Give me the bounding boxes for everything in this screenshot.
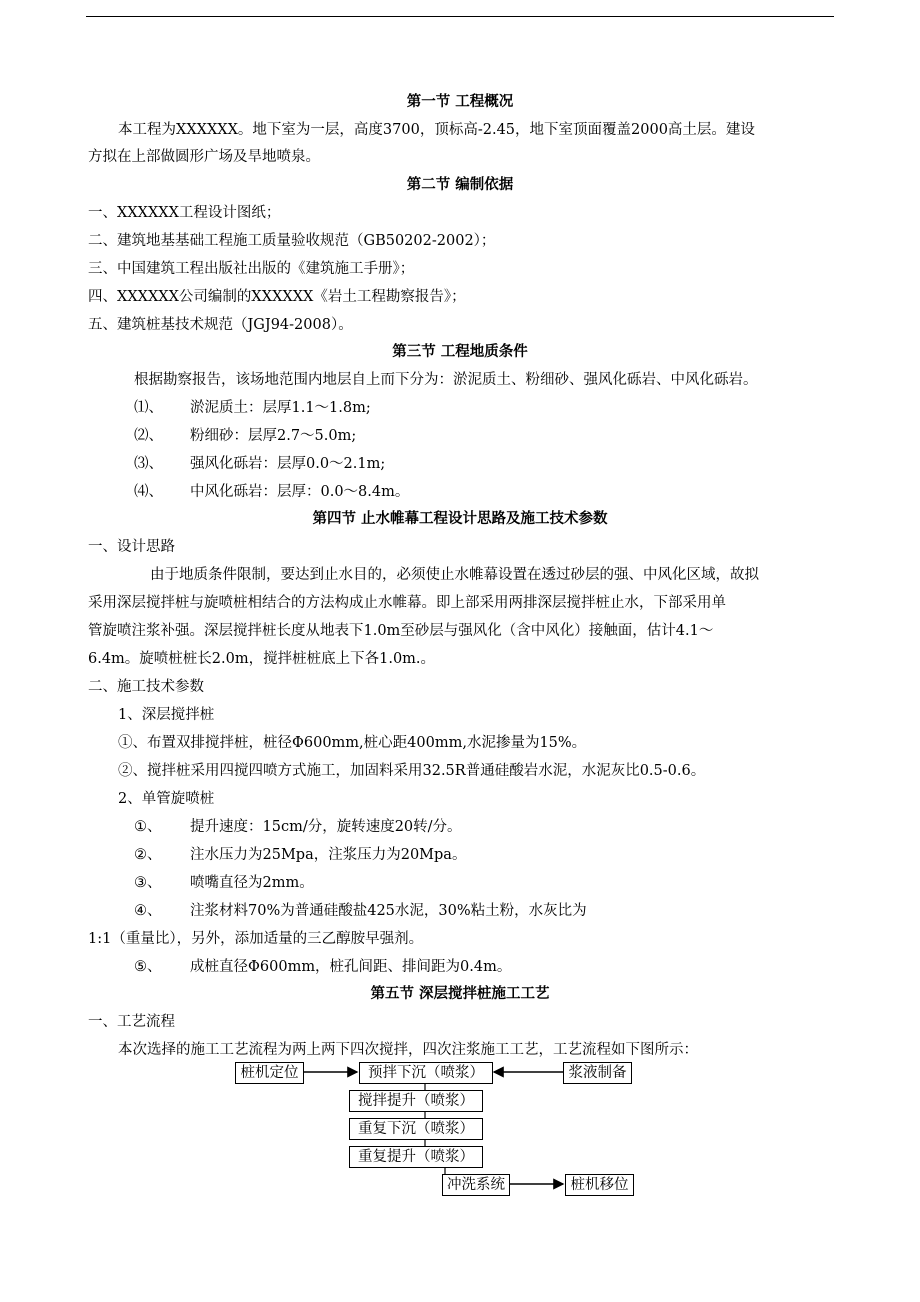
layer-number: ⑶、: [134, 456, 163, 472]
process-intro: 本次选择的施工工艺流程为两上两下四次搅拌，四次注浆施工工艺，工艺流程如下图所示：: [118, 1042, 698, 1058]
layer-text: 中风化砾岩：层厚：0.0～8.4m。: [190, 484, 410, 500]
flow-box-mix-lift: 搅拌提升（喷浆）: [349, 1090, 483, 1112]
flow-box-pile-position: 桩机定位: [235, 1062, 304, 1084]
flow-box-repeat-lift: 重复提升（喷浆）: [349, 1146, 483, 1168]
section-5-title: 第五节 深层搅拌桩施工工艺: [370, 986, 550, 1002]
flow-box-pre-sink: 预拌下沉（喷浆）: [359, 1062, 493, 1084]
layer-text: 淤泥质土：层厚1.1～1.8m;: [190, 400, 371, 416]
item-text: 成桩直径Φ600mm，桩孔间距、排间距为0.4m。: [190, 959, 512, 975]
section-1-paragraph-line-1: 本工程为XXXXXX。地下室为一层，高度3700，顶标高-2.45，地下室顶面覆盖2000高土层。建设: [118, 122, 755, 138]
item-number: ①、: [134, 819, 162, 835]
item-number: ③、: [134, 875, 162, 891]
jet-pile-item-continuation: 1:1（重量比），另外，添加适量的三乙醇胺早强剂。: [88, 931, 424, 947]
basis-item: 三、中国建筑工程出版社出版的《建筑施工手册》；: [88, 261, 415, 277]
mixing-pile-item: ②、搅拌桩采用四搅四喷方式施工，加固料采用32.5R普通硅酸岩水泥，水泥灰比0.5-0.6。: [118, 763, 706, 779]
layer-number: ⑵、: [134, 428, 163, 444]
section-1-paragraph-line-2: 方拟在上部做圆形广场及旱地喷泉。: [88, 149, 320, 165]
item-number: ②、: [134, 847, 162, 863]
design-paragraph-line-4: 6.4m。旋喷桩桩长2.0m，搅拌桩桩底上下各1.0m.。: [88, 651, 436, 667]
layer-text: 强风化砾岩：层厚0.0～2.1m;: [190, 456, 386, 472]
flow-box-move: 桩机移位: [565, 1174, 634, 1196]
mixing-pile-heading: 1、深层搅拌桩: [118, 707, 215, 723]
geology-intro: 根据勘察报告，该场地范围内地层自上而下分为：淤泥质土、粉细砂、强风化砾岩、中风化砾岩。: [134, 372, 758, 388]
section-4-title: 第四节 止水帷幕工程设计思路及施工技术参数: [312, 511, 608, 527]
flow-box-repeat-sink: 重复下沉（喷浆）: [349, 1118, 483, 1140]
section-1-title: 第一节 工程概况: [406, 94, 514, 110]
item-text: 注浆材料70%为普通硅酸盐425水泥，30%粘土粉，水灰比为: [190, 903, 587, 919]
item-text: 提升速度：15cm/分，旋转速度20转/分。: [190, 819, 462, 835]
basis-item: 四、XXXXXX公司编制的XXXXXX《岩土工程勘察报告》；: [88, 289, 466, 305]
section-2-title: 第二节 编制依据: [406, 177, 514, 193]
mixing-pile-item: ①、布置双排搅拌桩，桩径Φ600mm,桩心距400mm,水泥掺量为15%。: [118, 735, 587, 751]
basis-item: 二、建筑地基基础工程施工质量验收规范（GB50202-2002）；: [88, 233, 496, 249]
basis-item: 一、XXXXXX工程设计图纸；: [88, 205, 281, 221]
design-paragraph-line-1: 由于地质条件限制，要达到止水目的，必须使止水帷幕设置在透过砂层的强、中风化区域，故拟: [150, 567, 759, 583]
item-text: 喷嘴直径为2mm。: [190, 875, 314, 891]
basis-item: 五、建筑桩基技术规范（JGJ94-2008）。: [88, 317, 353, 333]
item-number: ⑤、: [134, 959, 162, 975]
flow-box-slurry-prep: 浆液制备: [563, 1062, 632, 1084]
process-heading: 一、工艺流程: [88, 1014, 175, 1030]
jet-pile-heading: 2、单管旋喷桩: [118, 791, 215, 807]
item-number: ④、: [134, 903, 162, 919]
design-paragraph-line-2: 采用深层搅拌桩与旋喷桩相结合的方法构成止水帷幕。即上部采用两排深层搅拌桩止水，下部采用单: [88, 595, 726, 611]
layer-number: ⑷、: [134, 484, 163, 500]
design-heading: 一、设计思路: [88, 539, 175, 555]
parameters-heading: 二、施工技术参数: [88, 679, 204, 695]
layer-number: ⑴、: [134, 400, 163, 416]
section-3-title: 第三节 工程地质条件: [392, 344, 528, 360]
item-text: 注水压力为25Mpa，注浆压力为20Mpa。: [190, 847, 467, 863]
design-paragraph-line-3: 管旋喷注浆补强。深层搅拌桩长度从地表下1.0m至砂层与强风化（含中风化）接触面，估计4.1～: [88, 623, 714, 639]
layer-text: 粉细砂：层厚2.7～5.0m;: [190, 428, 357, 444]
flow-box-flush: 冲洗系统: [442, 1174, 510, 1196]
